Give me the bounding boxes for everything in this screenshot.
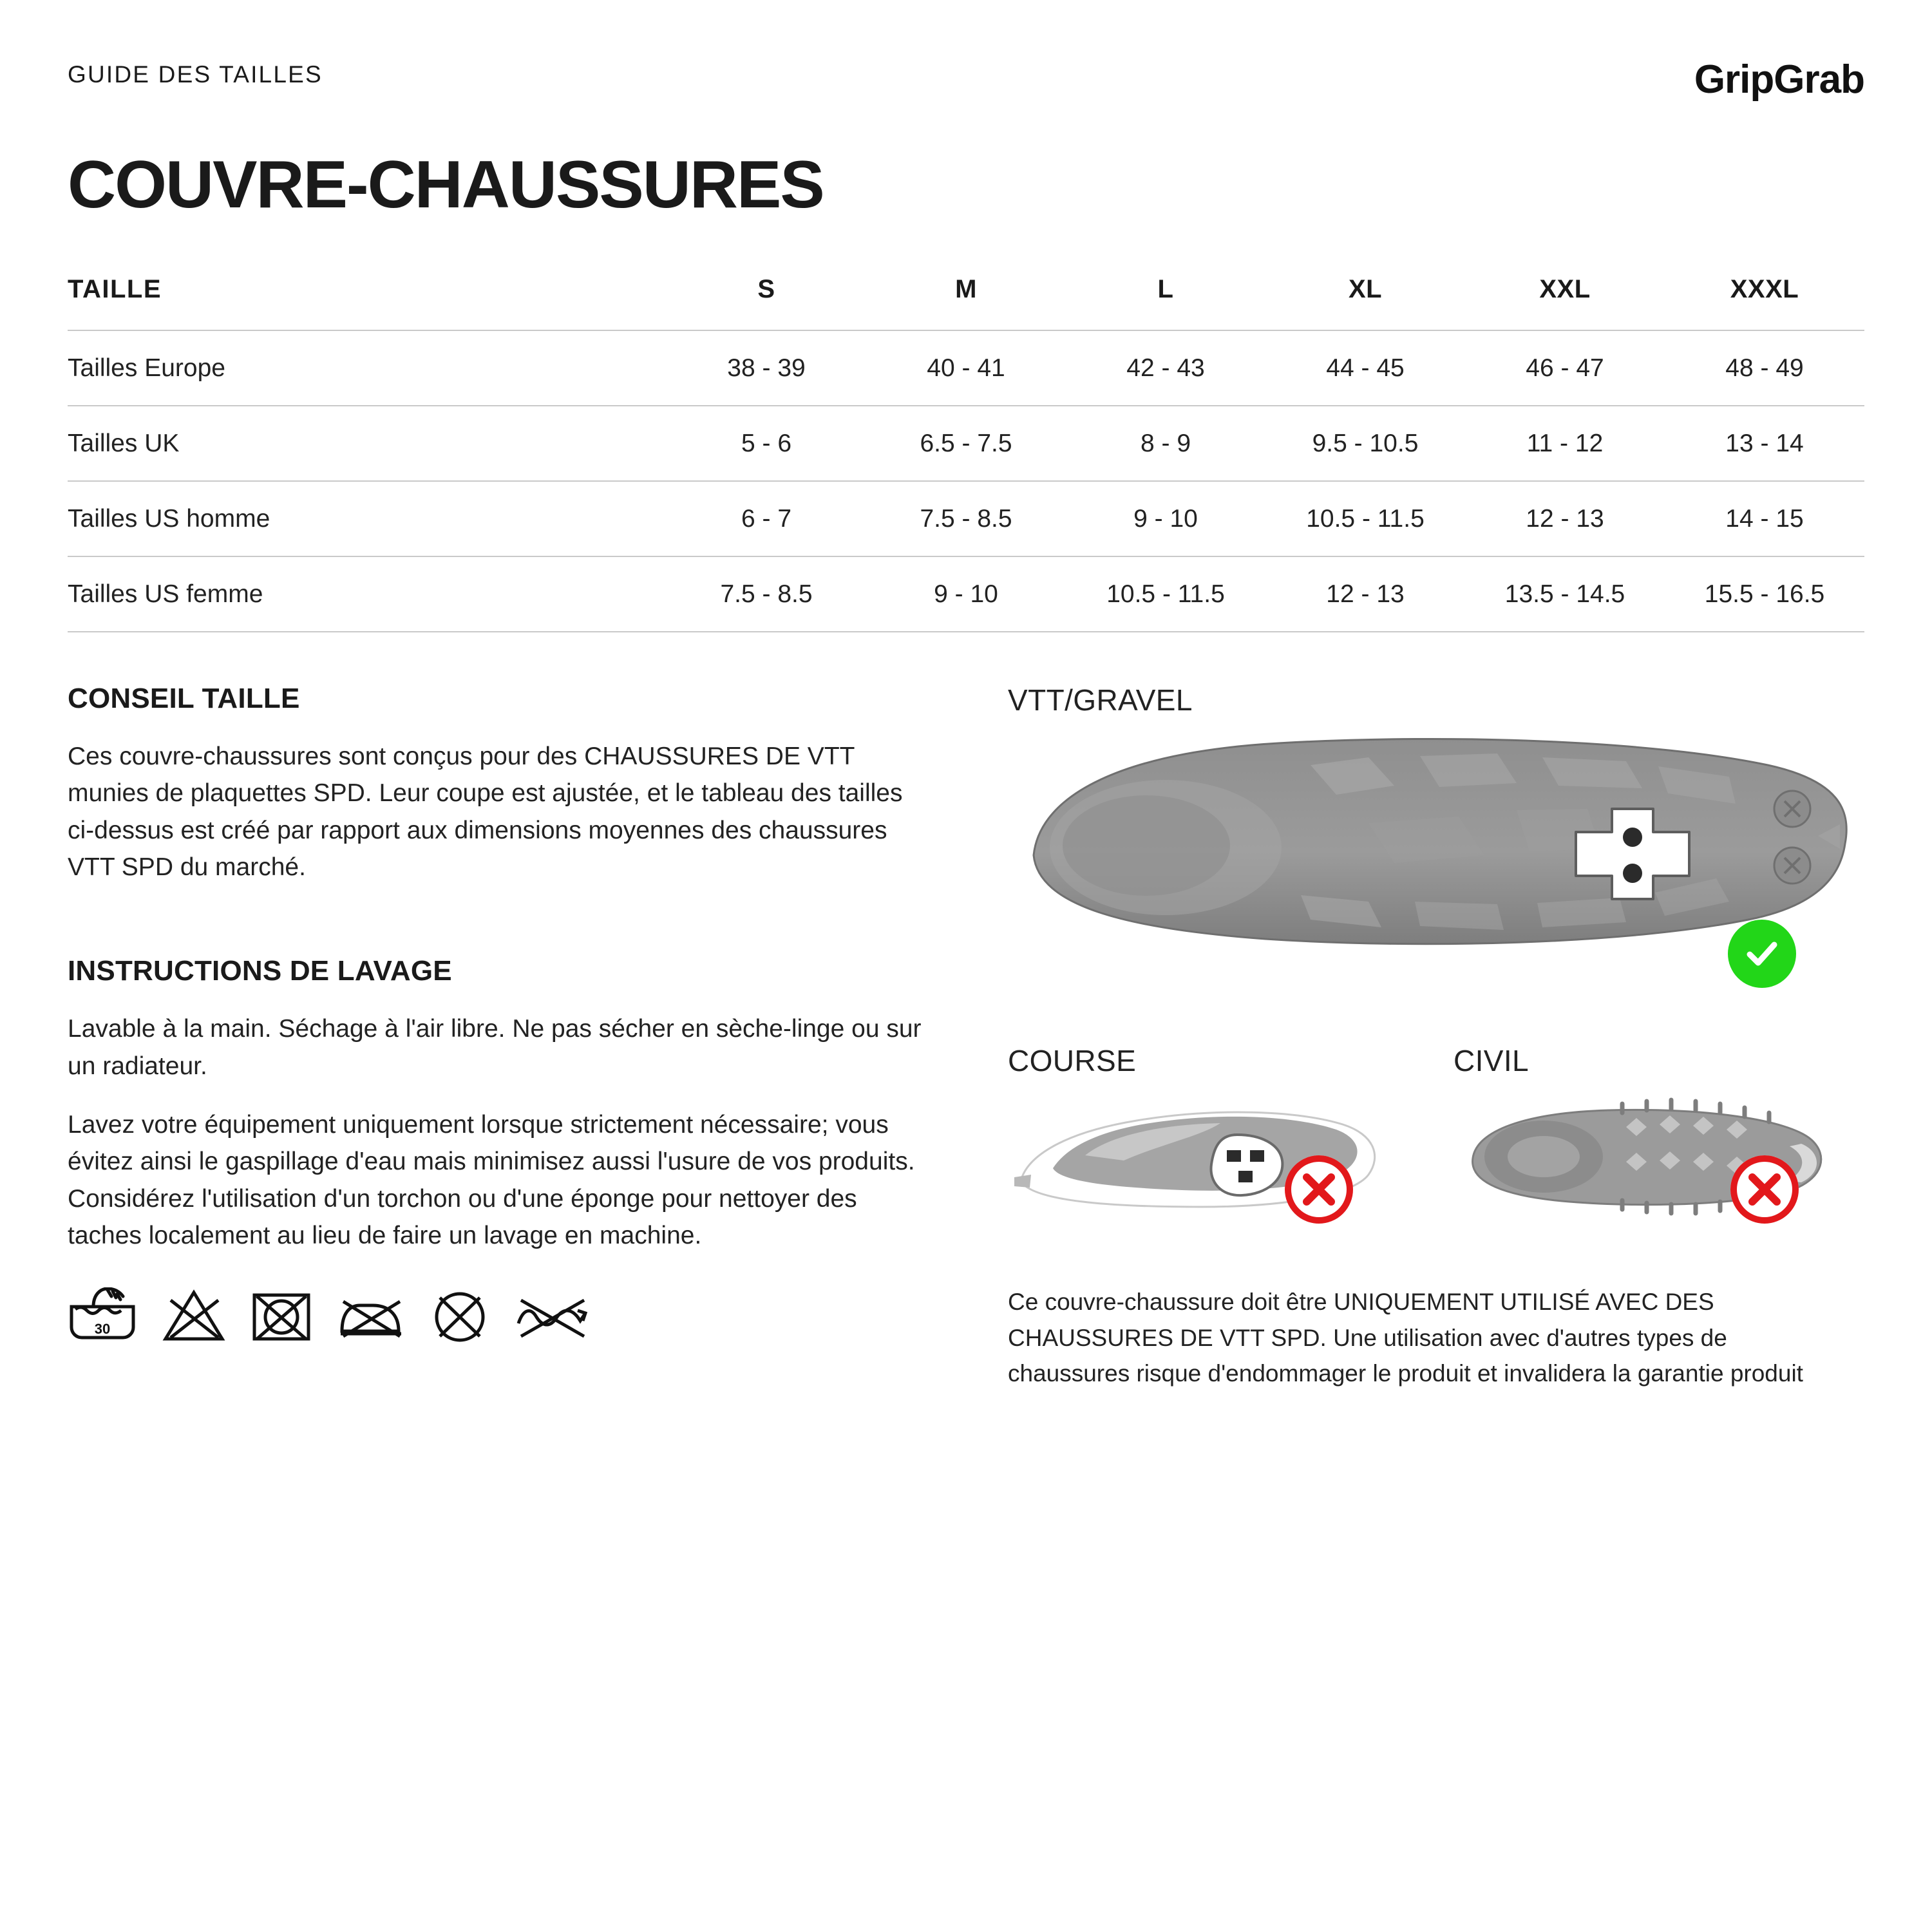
row-label: Tailles Europe — [68, 354, 225, 382]
table-cell: 13.5 - 14.5 — [1504, 580, 1625, 608]
table-cell: 12 - 13 — [1326, 580, 1405, 608]
table-cell: 14 - 15 — [1725, 504, 1804, 533]
page-title: COUVRE-CHAUSSURES — [68, 147, 824, 222]
civil-shoe-item — [1454, 1043, 1853, 1245]
row-label: Tailles US homme — [68, 504, 270, 533]
right-column — [1008, 683, 1864, 1392]
table-cell: 8 - 9 — [1140, 429, 1191, 457]
table-cell: 9 - 10 — [1133, 504, 1198, 533]
table-cell: 12 - 13 — [1526, 504, 1604, 533]
table-cell: 5 - 6 — [741, 429, 792, 457]
table-cell: 10.5 - 11.5 — [1306, 504, 1425, 533]
washing-paragraph-1: Lavable à la main. Séchage à l'air libre. Ne pas sécher en sèche-linge ou sur un radiateur. — [68, 1015, 922, 1080]
hand-wash-30-icon — [68, 1287, 137, 1344]
civil-shoe-illustration — [1454, 1084, 1853, 1245]
do-not-dry-clean-icon — [431, 1287, 489, 1344]
eyebrow-label: GUIDE DES TAILLES — [68, 61, 323, 88]
mtb-shoe-label: VTT/GRAVEL — [1008, 683, 1193, 717]
table-row — [68, 481, 1864, 556]
cross-circle-icon — [1730, 1155, 1799, 1224]
table-cell: 40 - 41 — [927, 354, 1005, 382]
row-label: Tailles US femme — [68, 580, 263, 608]
table-cell: 10.5 - 11.5 — [1106, 580, 1225, 608]
status-badge-forbidden — [1730, 1155, 1799, 1224]
incompatible-shoes-row — [1008, 1043, 1864, 1245]
table-header-row — [68, 263, 1864, 330]
table-cell: 44 - 45 — [1326, 354, 1405, 382]
table-column-header: TAILLE — [68, 275, 162, 303]
road-shoe-label: COURSE — [1008, 1044, 1137, 1077]
status-badge-forbidden — [1285, 1155, 1353, 1224]
size-table — [68, 263, 1864, 632]
row-label: Tailles UK — [68, 429, 180, 457]
mtb-shoe-illustration — [1008, 726, 1858, 1010]
svg-text:30: 30 — [94, 1321, 111, 1338]
advice-paragraph: Ces couvre-chaussures sont conçus pour des CHAUSSURES DE VTT munies de plaquettes SPD. Leur coupe est ajustée, et le tableau des tailles ci-dessus est créé par rapport aux dimensions moyennes des chaussures VTT SPD du marché. — [68, 743, 903, 881]
table-cell: 42 - 43 — [1126, 354, 1205, 382]
table-column-header: S — [757, 275, 775, 303]
table-cell: 46 - 47 — [1526, 354, 1604, 382]
road-shoe-illustration — [1008, 1084, 1407, 1245]
do-not-iron-icon — [337, 1287, 406, 1344]
do-not-tumble-dry-icon — [251, 1287, 312, 1344]
status-badge-allowed — [1728, 920, 1796, 988]
table-column-header: M — [955, 275, 977, 303]
page-header — [68, 57, 1864, 119]
table-column-header: XL — [1348, 275, 1383, 303]
table-cell: 6.5 - 7.5 — [920, 429, 1012, 457]
brand-logo: GripGrab — [1694, 57, 1864, 102]
left-column — [68, 683, 1008, 1392]
table-row — [68, 556, 1864, 632]
table-cell: 13 - 14 — [1725, 429, 1804, 457]
table-row — [68, 330, 1864, 406]
do-not-wring-icon — [513, 1287, 591, 1344]
care-symbols — [68, 1287, 969, 1344]
table-cell: 9 - 10 — [934, 580, 998, 608]
table-column-header: XXL — [1539, 275, 1591, 303]
road-shoe-item — [1008, 1043, 1407, 1245]
table-column-header: XXXL — [1730, 275, 1799, 303]
civil-shoe-label: CIVIL — [1454, 1044, 1530, 1077]
washing-paragraph-2: Lavez votre équipement uniquement lorsque strictement nécessaire; vous évitez ainsi le gaspillage d'eau mais minimisez aussi l'usure de vos produits. Considérez l'utilisation d'un torchon ou d'une éponge pour nettoyer des taches localement au lieu de faire un lavage en machine. — [68, 1110, 915, 1249]
table-cell: 9.5 - 10.5 — [1312, 429, 1419, 457]
do-not-bleach-icon — [162, 1287, 226, 1344]
cross-circle-icon — [1285, 1155, 1353, 1224]
table-cell: 11 - 12 — [1526, 429, 1604, 457]
compatibility-note: Ce couvre-chaussure doit être UNIQUEMENT UTILISÉ AVEC DES CHAUSSURES DE VTT SPD. Une utilisation avec d'autres types de chaussures risque d'endommager le produit et invalidera la garantie produit — [1008, 1289, 1803, 1387]
body-columns — [68, 683, 1864, 1392]
washing-heading: INSTRUCTIONS DE LAVAGE — [68, 955, 452, 987]
table-row — [68, 406, 1864, 481]
table-column-header: L — [1157, 275, 1174, 303]
table-cell: 7.5 - 8.5 — [920, 504, 1012, 533]
table-cell: 48 - 49 — [1725, 354, 1804, 382]
table-cell: 6 - 7 — [741, 504, 792, 533]
check-icon — [1742, 934, 1782, 974]
table-cell: 38 - 39 — [727, 354, 806, 382]
table-cell: 15.5 - 16.5 — [1704, 580, 1825, 608]
table-cell: 7.5 - 8.5 — [720, 580, 813, 608]
advice-heading: CONSEIL TAILLE — [68, 683, 300, 714]
